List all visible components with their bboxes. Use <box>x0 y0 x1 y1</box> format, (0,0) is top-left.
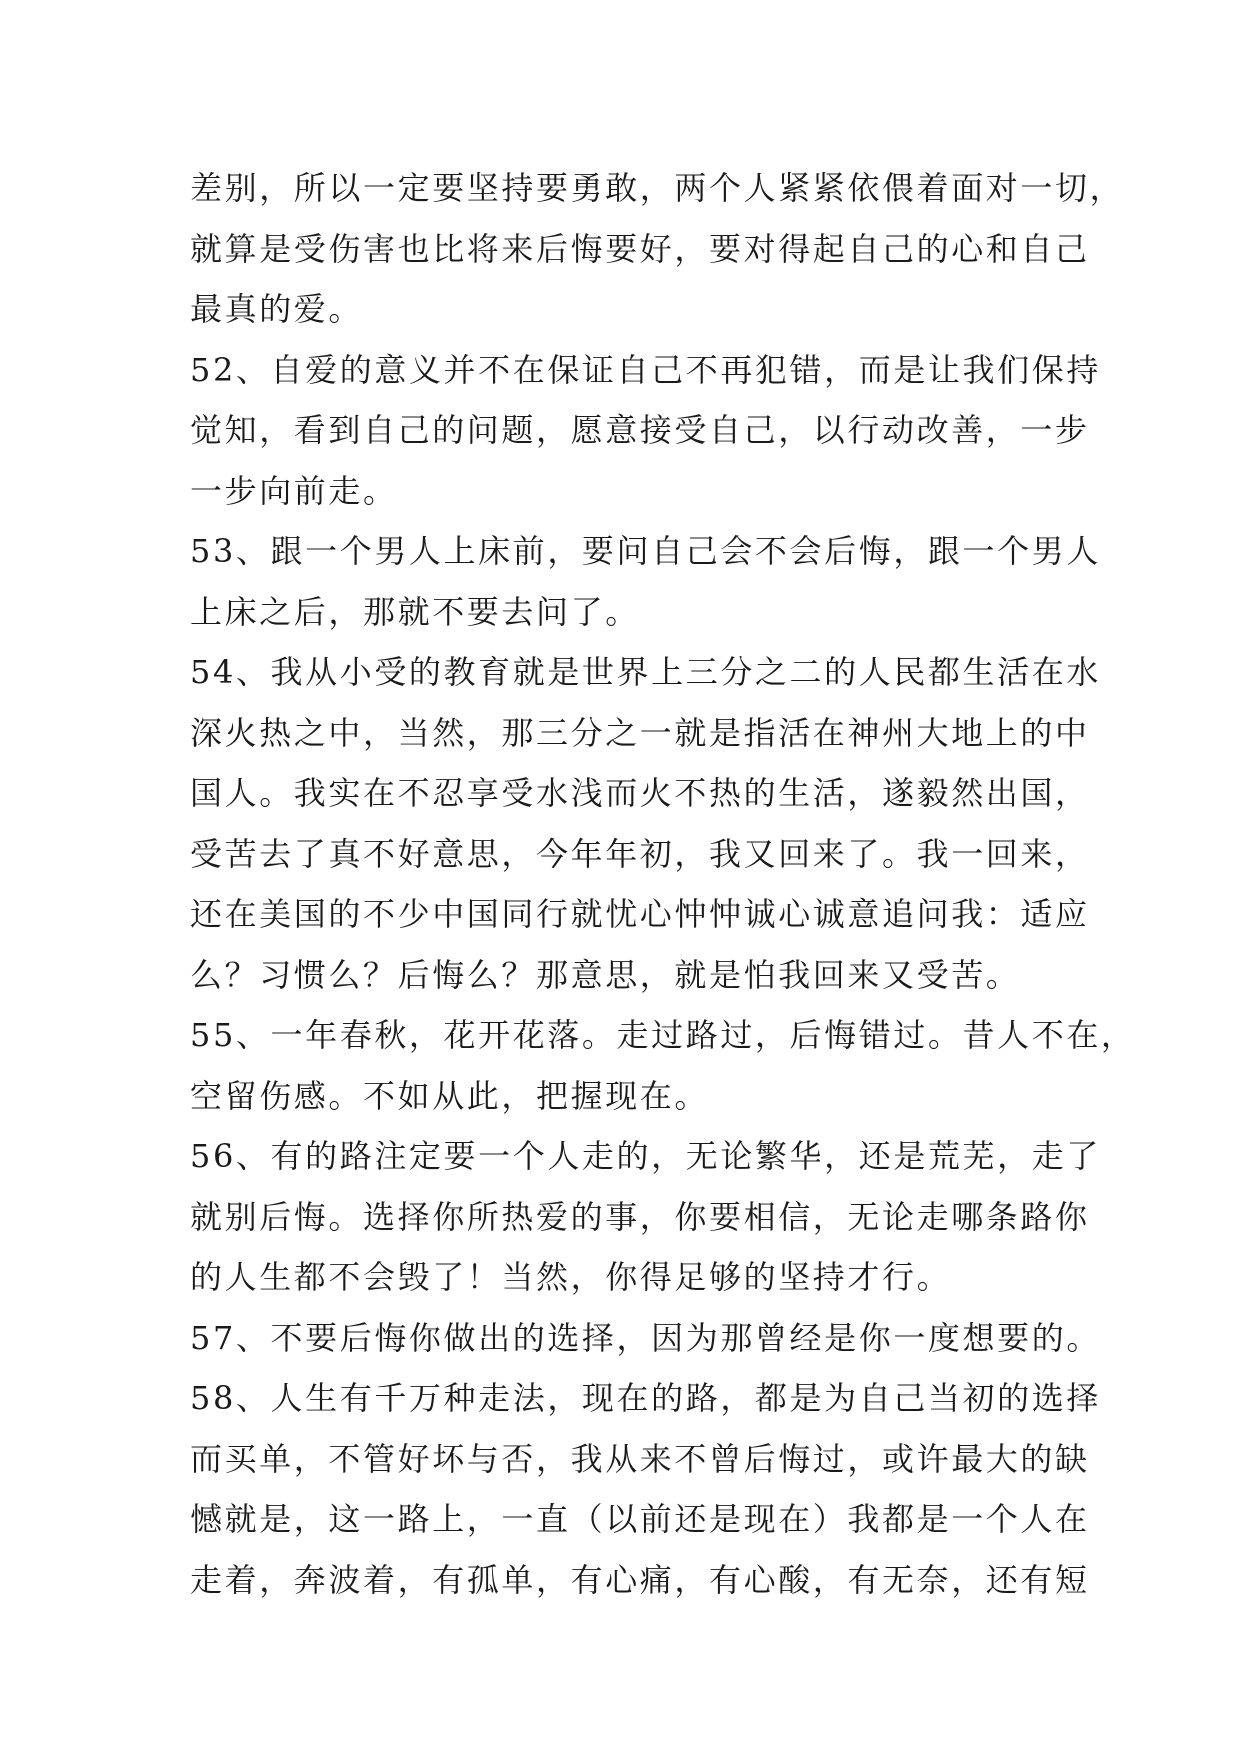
text-line: 憾就是，这一路上，一直（以前还是现在）我都是一个人在 <box>190 1500 1090 1538</box>
text-line: 53、跟一个男人上床前，要问自己会不会后悔，跟一个男人 <box>190 532 1101 570</box>
text-line: 52、自爱的意义并不在保证自己不再犯错，而是让我们保持 <box>190 350 1101 389</box>
text-line: 差别，所以一定要坚持要勇敢，两个人紧紧依偎着面对一切， <box>190 169 1125 207</box>
text-line: 么？习惯么？后悔么？那意思，就是怕我回来又受苦。 <box>190 955 1021 994</box>
text-line: 就算是受伤害也比将来后悔要好，要对得起自己的心和自己 <box>190 229 1090 268</box>
text-line: 空留伤感。不如从此，把握现在。 <box>190 1076 710 1115</box>
text-line: 走着，奔波着，有孤单，有心痛，有心酸，有无奈，还有短 <box>190 1560 1090 1599</box>
text-line: 而买单，不管好坏与否，我从来不曾后悔过，或许最大的缺 <box>190 1439 1090 1478</box>
text-line: 55、一年春秋，花开花落。走过路过，后悔错过。昔人不在， <box>190 1016 1136 1054</box>
text-line: 就别后悔。选择你所热爱的事，你要相信，无论走哪条路你 <box>190 1197 1090 1236</box>
text-line: 的人生都不会毁了！当然，你得足够的坚持才行。 <box>190 1258 952 1296</box>
text-line: 58、人生有千万种走法，现在的路，都是为自己当初的选择 <box>190 1379 1101 1417</box>
text-line: 56、有的路注定要一个人走的，无论繁华，还是荒芜，走了 <box>190 1137 1101 1175</box>
text-line: 54、我从小受的教育就是世界上三分之二的人民都生活在水 <box>190 653 1101 691</box>
text-line: 上床之后，那就不要去问了。 <box>190 592 640 631</box>
text-line: 一步向前走。 <box>190 471 398 510</box>
text-line: 觉知，看到自己的问题，愿意接受自己，以行动改善，一步 <box>190 411 1090 449</box>
text-line: 最真的爱。 <box>190 290 364 328</box>
body-text <box>190 158 1136 1610</box>
text-line: 还在美国的不少中国同行就忧心忡忡诚心诚意追问我：适应 <box>190 895 1090 933</box>
text-line: 57、不要后悔你做出的选择，因为那曾经是你一度想要的。 <box>190 1318 1101 1357</box>
text-line: 受苦去了真不好意思，今年年初，我又回来了。我一回来， <box>190 834 1090 873</box>
text-line: 深火热之中，当然，那三分之一就是指活在神州大地上的中 <box>190 713 1090 752</box>
text-line: 国人。我实在不忍享受水浅而火不热的生活，遂毅然出国， <box>190 774 1090 812</box>
